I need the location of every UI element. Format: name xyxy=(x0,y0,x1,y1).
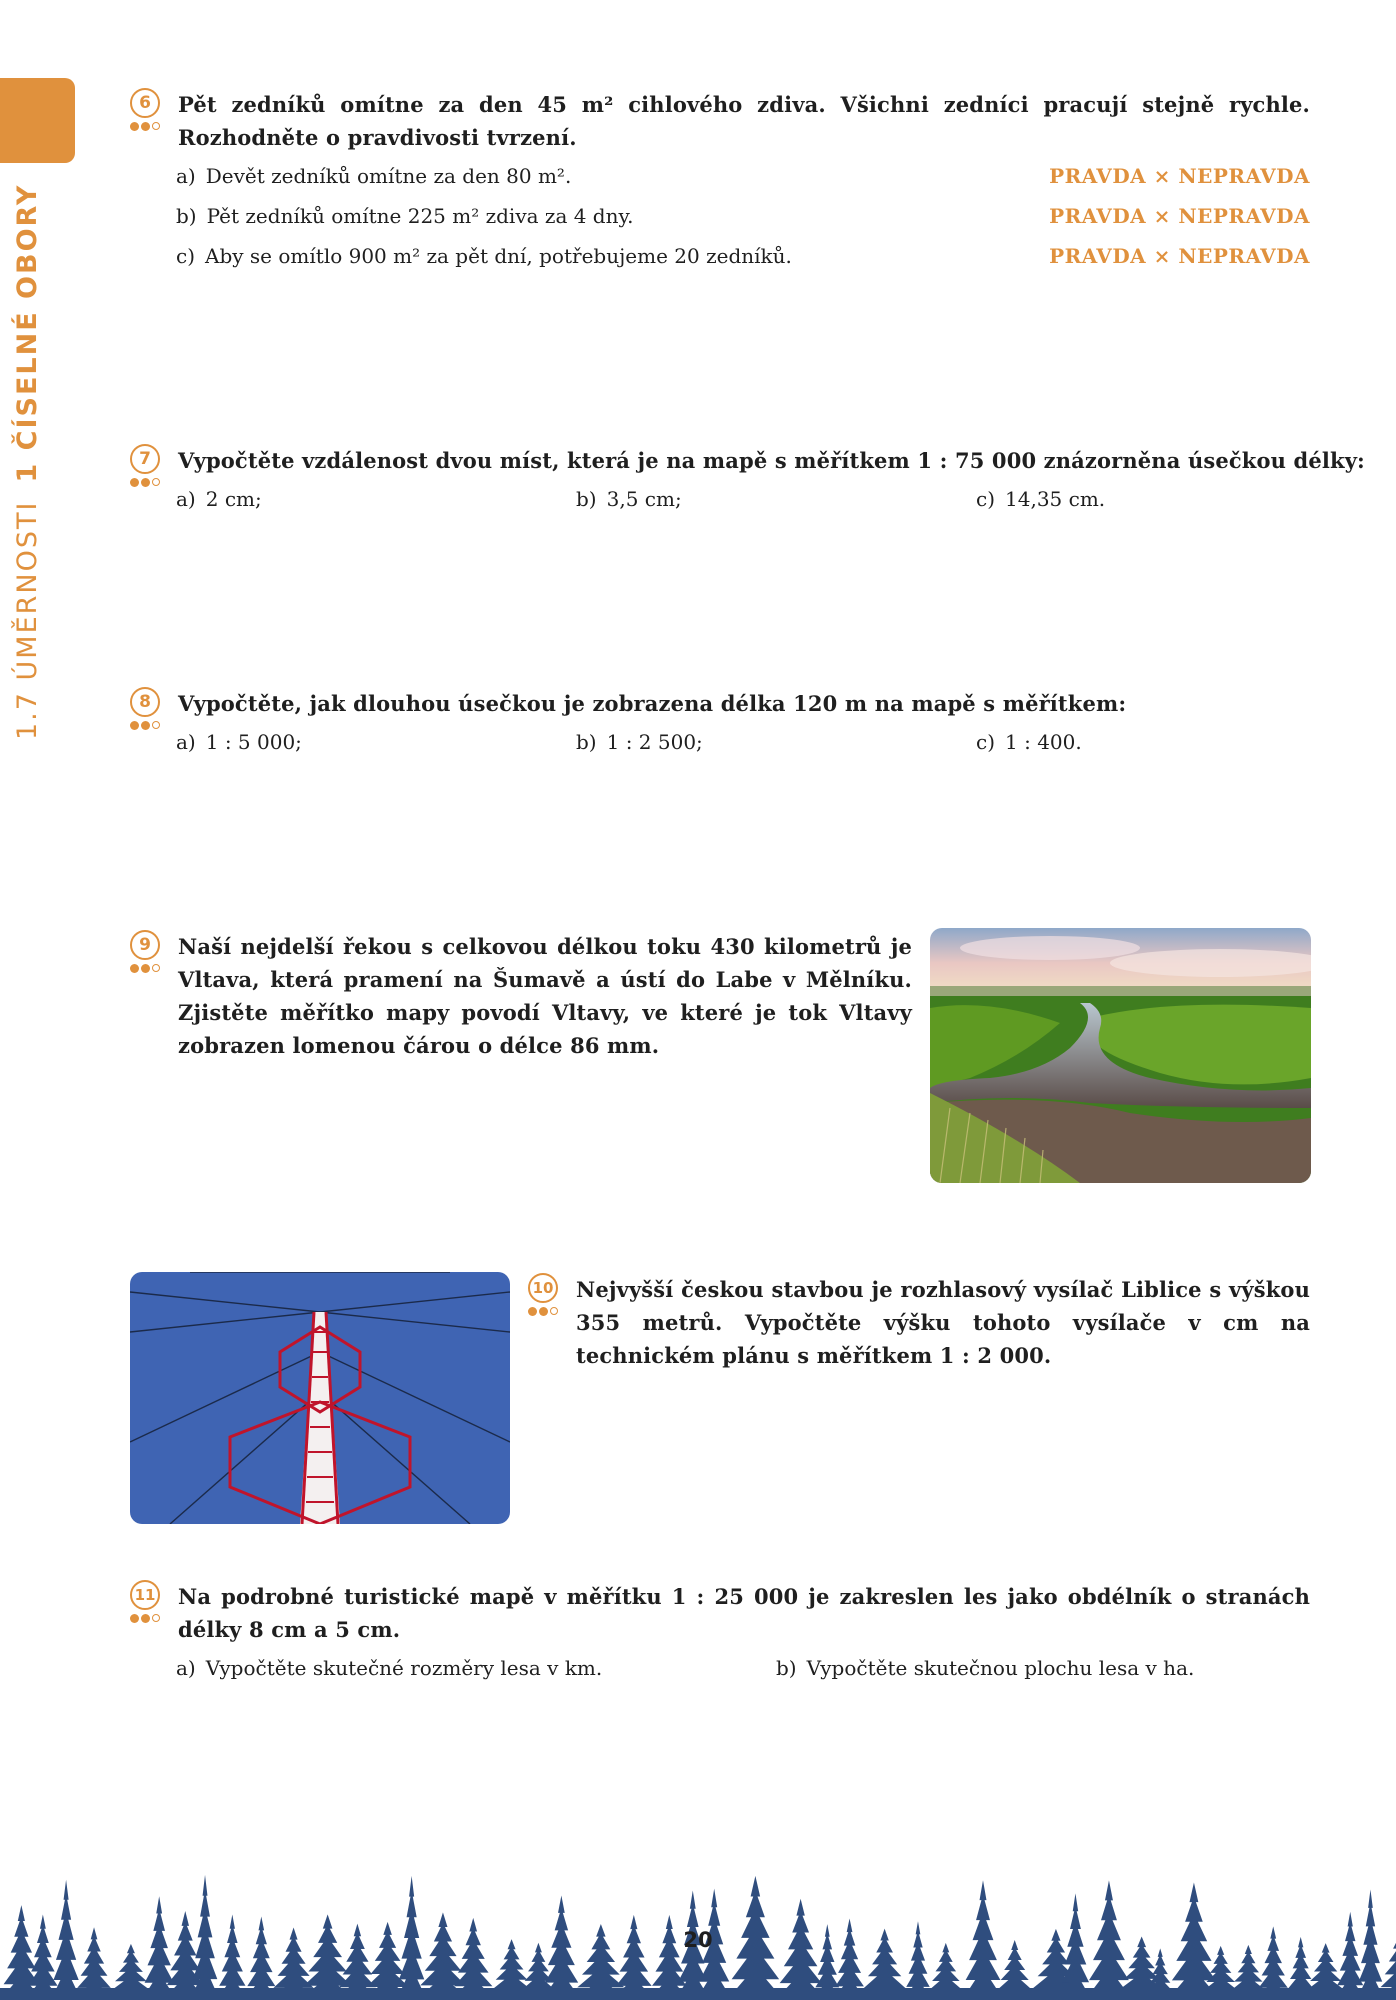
task-question: Na podrobné turistické mapě v měřítku 1 : 25 000 je zakreslen les jako obdélník o stranách délky 8 cm a 5 cm. xyxy=(178,1584,1310,1642)
task-question: Vypočtěte, jak dlouhou úsečkou je zobrazena délka 120 m na mapě s měřítkem: xyxy=(178,691,1127,716)
task-7 xyxy=(130,444,1365,524)
liblice-tower-photo xyxy=(130,1272,510,1524)
chapter-label: 1 ČÍSELNÉ OBORY xyxy=(12,183,43,483)
task-6 xyxy=(130,88,1310,278)
task-8 xyxy=(130,687,1310,767)
task-number: 9 xyxy=(130,930,160,960)
task-question: Vypočtěte vzdálenost dvou míst, která je na mapě s měřítkem 1 : 75 000 znázorněna úsečkou délky: xyxy=(178,448,1365,473)
chapter-tab xyxy=(0,78,75,163)
task-number: 8 xyxy=(130,687,160,717)
difficulty-dots-icon xyxy=(130,478,170,490)
list-item: c) 14,35 cm. xyxy=(976,487,1106,511)
difficulty-dots-icon xyxy=(130,964,170,976)
list-item: b) Pět zedníků omítne 225 m² zdiva za 4 dny. xyxy=(176,204,634,228)
list-item: b) 3,5 cm; xyxy=(576,487,682,511)
list-item: a) Vypočtěte skutečné rozměry lesa v km. xyxy=(176,1656,603,1680)
task-question: Pět zedníků omítne za den 45 m² cihlového zdiva. Všichni zedníci pracují stejně rychle. Rozhodněte o pravdivosti tvrzení. xyxy=(178,92,1310,150)
list-item: c) 1 : 400. xyxy=(976,730,1082,754)
task-number: 6 xyxy=(130,88,160,118)
true-false-option[interactable]: PRAVDA × NEPRAVDA xyxy=(1049,204,1310,228)
task-number: 10 xyxy=(528,1273,558,1303)
task-number: 11 xyxy=(130,1580,160,1610)
task-10 xyxy=(528,1273,1310,1383)
task-11 xyxy=(130,1580,1310,1690)
task-question: Nejvyšší českou stavbou je rozhlasový vysílač Liblice s výškou 355 metrů. Vypočtěte výšku tohoto vysílače v cm na technickém plánu s měřítkem 1 : 2 000. xyxy=(576,1277,1310,1368)
difficulty-dots-icon xyxy=(528,1307,568,1319)
task-question: Naší nejdelší řekou s celkovou délkou toku 430 kilometrů je Vltava, která pramení na Šumavě a ústí do Labe v Mělníku. Zjistěte měřítko mapy povodí Vltavy, ve které je tok Vltavy zobrazen lomenou čárou o délce 86 mm. xyxy=(178,934,912,1058)
page-number: 20 xyxy=(683,1928,713,1952)
list-item: c) Aby se omítlo 900 m² za pět dní, potřebujeme 20 zedníků. xyxy=(176,244,792,268)
list-item: a) Devět zedníků omítne za den 80 m². xyxy=(176,164,572,188)
vltava-river-photo xyxy=(930,928,1311,1183)
true-false-option[interactable]: PRAVDA × NEPRAVDA xyxy=(1049,164,1310,188)
list-item: a) 2 cm; xyxy=(176,487,262,511)
difficulty-dots-icon xyxy=(130,1614,170,1626)
list-item: b) Vypočtěte skutečnou plochu lesa v ha. xyxy=(776,1656,1195,1680)
sidebar-title xyxy=(12,184,43,740)
section-label: 1.7 ÚMĚRNOSTI xyxy=(12,500,43,740)
true-false-option[interactable]: PRAVDA × NEPRAVDA xyxy=(1049,244,1310,268)
task-number: 7 xyxy=(130,444,160,474)
task-9 xyxy=(130,930,912,1070)
list-item: a) 1 : 5 000; xyxy=(176,730,302,754)
list-item: b) 1 : 2 500; xyxy=(576,730,703,754)
difficulty-dots-icon xyxy=(130,122,170,134)
difficulty-dots-icon xyxy=(130,721,170,733)
